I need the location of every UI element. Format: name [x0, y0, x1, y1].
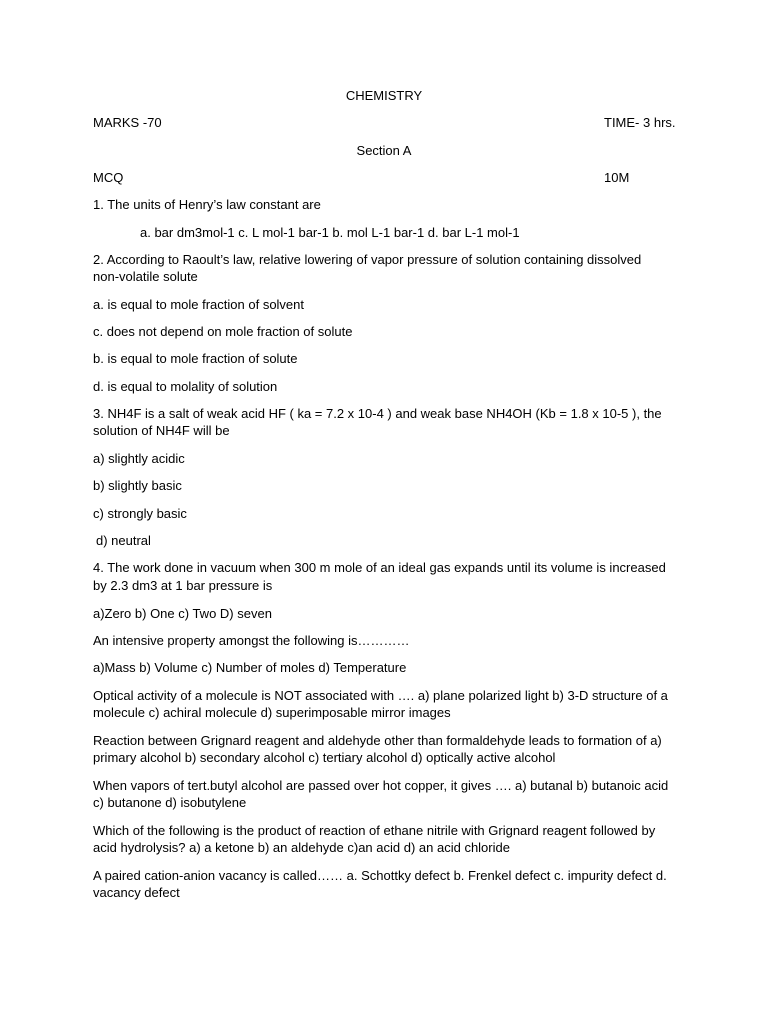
question-9-line1: Which of the following is the product of reaction of ethane nitrile with Grignard reagent followed by	[93, 823, 656, 838]
question-2-option: c. does not depend on mole fraction of solute	[93, 324, 353, 339]
question-3-stem-line2: solution of NH4F will be	[93, 423, 230, 438]
question-3-option: c) strongly basic	[93, 506, 187, 521]
question-3-option: d) neutral	[96, 533, 151, 548]
section-title: Section A	[356, 143, 412, 158]
question-4-stem-line1: 4. The work done in vacuum when 300 m mole of an ideal gas expands until its volume is increased	[93, 560, 666, 575]
question-10-line2: vacancy defect	[93, 885, 180, 900]
question-7-line1: Reaction between Grignard reagent and aldehyde other than formaldehyde leads to formation of a)	[93, 733, 662, 748]
question-6-line1: Optical activity of a molecule is NOT associated with …. a) plane polarized light b) 3-D structure of a	[93, 688, 668, 703]
question-3-stem-line1: 3. NH4F is a salt of weak acid HF ( ka = 7.2 x 10-4 ) and weak base NH4OH (Kb = 1.8 x 10-5 ), the	[93, 406, 662, 421]
question-7-line2: primary alcohol b) secondary alcohol c) tertiary alcohol d) optically active alcohol	[93, 750, 556, 765]
question-2-option: a. is equal to mole fraction of solvent	[93, 297, 305, 312]
question-6-line2: molecule c) achiral molecule d) superimposable mirror images	[93, 705, 451, 720]
mcq-label: MCQ	[93, 170, 124, 185]
question-2-stem-line1: 2. According to Raoult’s law, relative lowering of vapor pressure of solution containing dissolved	[93, 252, 642, 267]
question-3-option: a) slightly acidic	[93, 451, 185, 466]
question-5-stem: An intensive property amongst the following is…………	[93, 633, 410, 648]
question-10-line1: A paired cation-anion vacancy is called…… a. Schottky defect b. Frenkel defect c. impurity defect d.	[93, 868, 667, 883]
question-2-stem-line2: non-volatile solute	[93, 269, 198, 284]
question-2-option: b. is equal to mole fraction of solute	[93, 351, 298, 366]
question-4-stem-line2: by 2.3 dm3 at 1 bar pressure is	[93, 578, 273, 593]
time-label: TIME- 3 hrs.	[604, 115, 676, 130]
page-title: CHEMISTRY	[345, 88, 423, 103]
question-5-options: a)Mass b) Volume c) Number of moles d) Temperature	[93, 660, 407, 675]
question-2-option: d. is equal to molality of solution	[93, 379, 278, 394]
question-3-option: b) slightly basic	[93, 478, 182, 493]
mcq-marks: 10M	[604, 170, 630, 185]
question-4-options: a)Zero b) One c) Two D) seven	[93, 606, 272, 621]
question-1-stem: 1. The units of Henry’s law constant are	[93, 197, 321, 212]
question-8-line2: c) butanone d) isobutylene	[93, 795, 247, 810]
marks-label: MARKS -70	[93, 115, 162, 130]
question-1-options: a. bar dm3mol-1 c. L mol-1 bar-1 b. mol L-1 bar-1 d. bar L-1 mol-1	[140, 225, 520, 240]
question-8-line1: When vapors of tert.butyl alcohol are passed over hot copper, it gives …. a) butanal b) butanoic acid	[93, 778, 669, 793]
question-9-line2: acid hydrolysis? a) a ketone b) an aldehyde c)an acid d) an acid chloride	[93, 840, 510, 855]
